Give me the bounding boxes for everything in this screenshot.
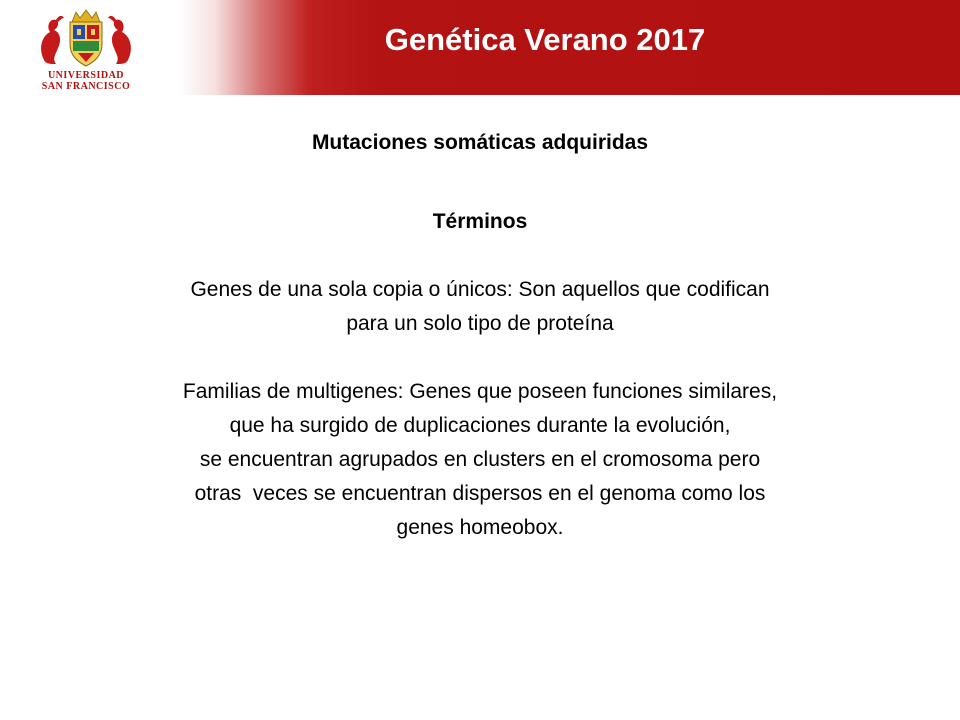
logo-text-university: UNIVERSIDAD — [47, 70, 125, 81]
text-line: Genes de una sola copia o únicos: Son aquellos que codifican — [190, 278, 770, 301]
logo-text-san-francisco: SAN FRANCISCO — [41, 81, 131, 92]
header-banner — [0, 0, 960, 95]
section-title: Términos — [432, 210, 528, 233]
coat-of-arms-icon — [36, 8, 136, 70]
slide-subtitle: Mutaciones somáticas adquiridas — [311, 131, 649, 154]
text-line: otras veces se encuentran dispersos en el genoma como los — [194, 482, 766, 505]
text-line: genes homeobox. — [396, 516, 564, 539]
text-line: Familias de multigenes: Genes que poseen funciones similares, — [182, 380, 778, 403]
paragraph-single-copy-genes — [70, 273, 890, 341]
slide-content — [70, 126, 890, 545]
text-line: para un solo tipo de proteína — [346, 312, 614, 335]
university-logo — [36, 8, 136, 94]
text-line: que ha surgido de duplicaciones durante la evolución, — [229, 414, 731, 437]
text-line: se encuentran agrupados en clusters en el cromosoma pero — [199, 448, 761, 471]
paragraph-multigene-families — [70, 375, 890, 545]
slide-header-title: Genética Verano 2017 — [384, 22, 706, 57]
